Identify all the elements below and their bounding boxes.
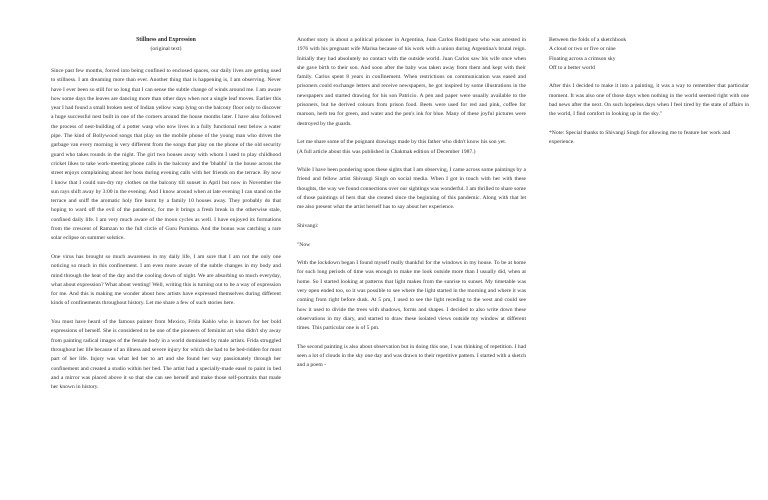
paragraph: (A full article about this was published in Chakmak edition of December 1987.)	[297, 148, 476, 155]
article-title: Stillness and Expression	[136, 37, 196, 43]
paragraph: The second painting is also about observation but in doing this one, I was thinking of repetition. I had seen a lot of clouds in the sky one day and was drawn to their repetitive pattern. I started with a sketch and a poem -	[297, 343, 526, 369]
column-3	[549, 36, 749, 157]
column-1	[51, 36, 281, 402]
paragraph: After this I decided to make it into a painting, it was a way to remember that particular moment. It was also one of those days when nothing in the world seemed right with one bad news after the next. On such hopeless days when I feel tired by the state of affairs in the world, I find comfort in looking up in the sky."	[549, 83, 749, 118]
paragraph: Let me share some of the poignant drawings made by this father who didn't know his son yet.	[297, 139, 507, 146]
column-2	[297, 36, 526, 380]
quote-opening: "Now	[297, 241, 311, 248]
poem	[549, 36, 749, 73]
article-subtitle: (original text)	[150, 45, 182, 52]
paragraph: While I have been pondering upon these sights that I am observing, I came across some paintings by a friend and fellow artist Shivangi Singh on social media. When I got in touch with her with these thoughts, the way we found connections over our sightings was wonderful. I am thrilled to share some of those paintings of hers that she created since the beginning of this pandemic. Along with that let me also present what the artist herself has to say about her experience.	[297, 167, 526, 211]
paragraph: One virus has brought so much awareness in my daily life, I am sure that I am not the only one noticing so much in this confinement. I am even more aware of the subtle changes in my body and mind through the heat of the day and the cooling down of night. We are absorbing so much everyday, what about expression? What about venting! Well, writing this is turning out to be a way of expression for me. And this is making me wonder about how artists have expressed themselves during different kinds of confinements throughout history. Let me share a few of such stories here.	[51, 253, 281, 307]
speaker-label: Shivangi:	[297, 222, 319, 229]
paragraph: Another story is about a political prisoner in Argentina, Juan Carlos Rodriguez who was arrested in 1976 with his pregnant wife Marisa because of his work with a union during Argentina's brutal reign. Initially they had absolutely no contact with the outside world. Juan Carlos saw his wife once when she gave birth to their son. And soon after the baby was taken away from them and kept with their family. Carlos spent 8 years in confinement. When restrictions on communication was eased and prisoners could exchange letters and receive newspapers, he got inspired by some illustrations in the newspapers and started drawing for his son Patricio. A pen and paper were usually available to the prisoners, but he derived colours from prison food. Beets were used for red and pink, coffee for maroon, herb tea for green, and water and the pen's ink for blue. Many of these joyful pictures were destroyed by the guards.	[297, 37, 526, 127]
poem-line: Off to a better world	[549, 64, 595, 71]
poem-line: Between the folds of a sketchbook	[549, 37, 627, 43]
poem-line: Floating across a crimson sky	[549, 55, 616, 62]
paragraph: Since past few months, forced into being confined to enclosed spaces, our daily lives are getting used to stillness. I am dreaming more than ever. Another thing that is happening is, I am observing. Never have I ever been so still for so long that I can sense the subtle change of winds around me. I am aware how some days the leaves are dancing more than other days when not a single leaf moves. Earlier this year I had found a small broken nest of Indian yellow wasp lying on the balcony floor only to discover a huge successful nest built in one of the corners around the house months later. I have also followed the process of nest-building of a potter wasp who now lives in a fully functional nest below a water pipe. The kind of Bollywood songs that play on the mobile phone of the young man who drives the garbage van every morning is very different from the songs that play on the phone of the old security guard who takes rounds in the night. The girl two houses away with whom I used to play childhood cricket likes to take work-meeting phone calls in the balcony and the 'bhabhi' in the house across the street enjoys complaining about her boss during evening calls with her friends on the terrace. By now I know that I could sun-dry my clothes on the balcony till sunset in April but now in November the sun rays shift away by 3:00 in the evening. And I know around when at late evening I can stand on the terrace and sniff the aromatic holy fire burnt by a family 10 houses away. They probably do that hoping to ward off the evil of the pandemic, for me it brings a fresh break in the otherwise stale, confined daily life. I am very much aware of the moon cycles as well. I have enjoyed its formations from the crescent of Ramzan to the full circle of Guru Purnima. And the bonus was catching a rare solar eclipse on summer solstice.	[51, 68, 281, 242]
poem-line: A cloud or two or five or nine	[549, 46, 616, 53]
paragraph: With the lockdown began I found myself really thankful for the windows in my house. To be at home for such long periods of time was enough to make me look outside more than I usually did, when at home. So I started looking at patterns that light makes from the sunrise to sunset. My timetable was very open ended too, so it was possible to see where the light started in the morning and where it was coming from right before dusk. At 5 pm, I used to see the light receding to the west and could see how it used to divide the trees with shadows, forms and shapes. I decided to also write down these observations in my diary, and started to draw these isolated views outside my window at different times. This particular one is of 5 pm.	[297, 260, 526, 332]
paragraph: You must have heard of the famous painter from Mexico, Frida Kahlo who is known for her bold expressions of herself. She is considered to be one of the pioneers of feminist art who didn't shy away from painting radical images of the female body in a world dominated by male artists. Frida struggled throughout her life because of an illness and severe injury for which she had to be bed-ridden for most part of her life. Injury was what led her to art and she found her way passionately through her confinement and created a studio within her bed. The artist had a specially-made easel to paint in bed and a mirror was placed above it so that she can see herself and make those self-portraits that made her known in history.	[51, 319, 281, 391]
footnote: *Note: Special thanks to Shivangi Singh for allowing me to feature her work and experience.	[549, 129, 731, 146]
